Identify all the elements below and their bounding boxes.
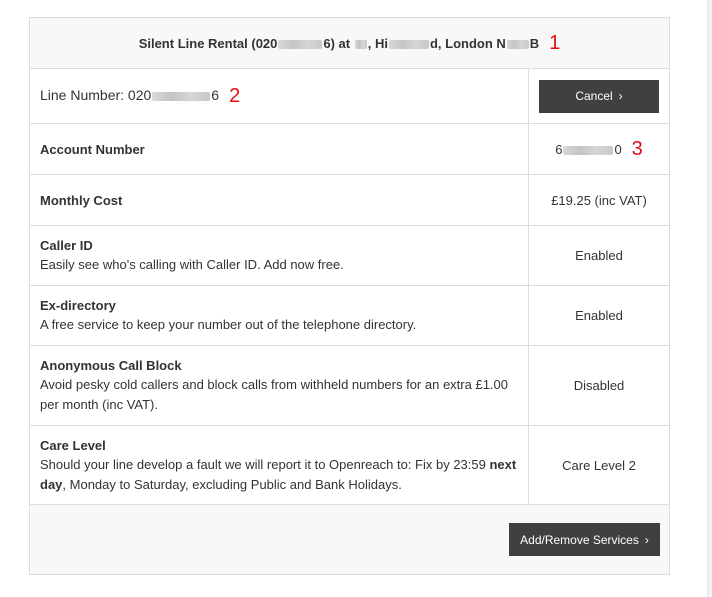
panel-footer xyxy=(30,505,669,574)
title-text: 6) at xyxy=(323,35,354,51)
chevron-right-icon: › xyxy=(618,89,623,103)
page-scrollbar[interactable] xyxy=(707,0,712,597)
service-info xyxy=(30,346,529,425)
service-info xyxy=(30,226,529,285)
add-remove-services-button[interactable] xyxy=(509,523,660,556)
title-text: d, London N xyxy=(429,35,506,51)
service-description: Easily see who's calling with Caller ID. Add now free. xyxy=(40,257,344,272)
redacted-house-number xyxy=(355,40,367,49)
service-description: A free service to keep your number out of the telephone directory. xyxy=(40,317,417,332)
row-caller-id xyxy=(30,226,669,286)
title-text: , Hi xyxy=(367,35,388,51)
redacted-line-number xyxy=(152,92,210,101)
service-title: Ex-directory xyxy=(40,298,116,313)
service-status: Enabled xyxy=(575,248,623,263)
annotation-1: 1 xyxy=(549,31,561,54)
row-account-number xyxy=(30,124,669,175)
service-status: Disabled xyxy=(573,378,625,393)
redacted-phone xyxy=(278,40,322,49)
service-title: Caller ID xyxy=(40,238,93,253)
chevron-right-icon: › xyxy=(644,532,649,547)
service-status: Care Level 2 xyxy=(562,457,636,473)
service-info xyxy=(30,426,529,504)
annotation-2: 2 xyxy=(229,84,241,107)
monthly-cost-value: £19.25 (inc VAT) xyxy=(551,192,647,208)
line-number-cell xyxy=(30,69,529,123)
cancel-button[interactable] xyxy=(539,80,659,113)
cancel-label: Cancel xyxy=(575,89,613,103)
account-suffix: 0 xyxy=(614,141,622,157)
service-title: Care Level xyxy=(40,437,106,453)
service-description xyxy=(40,455,518,495)
title-text: Silent Line Rental (020 xyxy=(138,35,278,51)
panel-title xyxy=(139,36,539,51)
line-number-text xyxy=(40,85,518,108)
account-label-cell xyxy=(30,124,529,174)
line-number-label: Line Number: 020 xyxy=(40,86,152,103)
redacted-postcode xyxy=(507,40,529,49)
description-emphasis: next day xyxy=(40,456,517,492)
row-anonymous-call-block xyxy=(30,346,669,426)
add-remove-label: Add/Remove Services xyxy=(520,532,639,547)
line-rental-panel xyxy=(29,17,670,575)
row-line-number xyxy=(30,69,669,124)
monthly-cost-label: Monthly Cost xyxy=(40,192,123,208)
account-number-label: Account Number xyxy=(40,141,145,157)
line-number-suffix: 6 xyxy=(211,86,220,103)
panel-header xyxy=(30,18,669,69)
description-text: Should your line develop a fault we will report it to Openreach to: Fix by 23:59 xyxy=(40,456,490,472)
cancel-cell xyxy=(529,69,669,123)
account-number-value xyxy=(555,142,621,157)
redacted-area xyxy=(389,40,429,49)
row-monthly-cost xyxy=(30,175,669,226)
row-ex-directory xyxy=(30,286,669,346)
service-description: Avoid pesky cold callers and block calls from withheld numbers for an extra £1.00 per month (inc VAT). xyxy=(40,377,508,412)
annotation-3: 3 xyxy=(631,137,643,160)
service-status: Enabled xyxy=(575,308,623,323)
row-care-level xyxy=(30,426,669,505)
redacted-account-number xyxy=(563,146,613,155)
service-info xyxy=(30,286,529,345)
account-prefix: 6 xyxy=(555,141,563,157)
service-title: Anonymous Call Block xyxy=(40,358,182,373)
monthly-cost-label-cell xyxy=(30,175,529,225)
account-value-cell xyxy=(529,124,669,174)
title-text: B xyxy=(529,35,540,51)
description-text: , Monday to Saturday, excluding Public and Bank Holidays. xyxy=(62,476,402,492)
